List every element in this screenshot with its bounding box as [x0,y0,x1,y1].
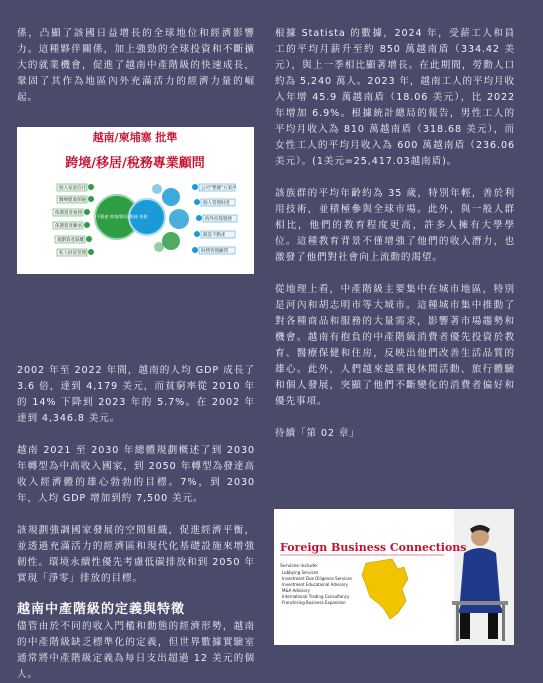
service-5: International Trading Consultancy [282,594,350,599]
left-paragraph-4: 該規劃強調國家發展的空間組織，促進經濟平衡，並透過充滿活力的經濟區和現代化基礎設施來增強韌性。環境永續性優先考慮低碳排放和到 2050 年實現「淨零」排放的目標。 [17,525,255,584]
center-label: 土地/不動產 跨境/移居/稅務 投資 [86,214,148,219]
business-poster-graphic [274,509,514,645]
consulting-poster-image [17,127,254,274]
right-item-5: 財務管理顧問 [201,249,228,254]
right-item-3: 海外投資服務 [205,217,232,222]
right-paragraph-3: 從地理上看，中產階級主要集中在城市地區，特別是河內和胡志明市等大城市。這種城市集中推動了對各種商品和服務的大量需求，影響著市場趨勢和機會。越南有抱負的中產階級消費者優先投資於教育、醫療保健和住房，反映出他們改善生活品質的雄心。此外，人們越來越重視休閒活動、旅行體驗和個人發展，突顯了他們不斷變化的消費者偏好和優先事項。 [275,284,515,407]
right-paragraph-1: 根據 Statista 的數據，2024 年，受薪工人和員工的平均月薪升至約 850 萬越南盾（334.42 美元），與上一季相比顯著增長。在此期間，勞動人口約為 5,240 萬人。2023 年，越南工人的平均月收入年增 45.9 萬越南盾（18.06 美元），比 2022 年增加 6.9%。根據統計總局的報告，男性工人的平均月收入為 810 萬越南盾（318.68 美元），而女性工人的平均月收入為 600 萬越南盾（236.06美元）。(1美元=25,417.03越南盾)。 [275,28,515,167]
to-be-continued: 待續「第 02 章」 [275,428,360,439]
left-paragraph-3: 越南 2021 至 2030 年總體規劃概述了到 2030 年轉型為中高收入國家，到 2050 年轉型為發達高收入經濟體的雄心勃勃的目標。7%，到 2030 年，人均 GDP 增加到約 7,500 美元。 [17,445,255,504]
right-item-4: 開設不動產 [203,233,226,238]
service-4: M&A Advisory [282,588,310,593]
consulting-poster-graphic [17,127,254,274]
service-2: Investment Due Diligence Services [282,576,353,581]
foreign-business-connections-image [274,509,514,645]
section-heading: 越南中產階級的定義與特徵 [17,602,186,617]
left-paragraph-2: 2002 年至 2022 年間，越南的人均 GDP 成長了 3.6 倍，達到 4,179 美元，而貧窮率從 2010 年的 14% 下降到 2023 年的 5.7%。在 2002 年達到 4,346.8 美元。 [17,365,255,424]
service-6: Franchising Business Expansion [282,600,346,605]
service-1: Lobbying Services [282,570,319,575]
services-label: Services include: [280,564,319,569]
service-3: Investment Educational Advisory [282,582,348,587]
left-item-3: 保護資產稅務 [55,211,82,216]
left-paragraph-5: 儘管由於不同的收入門檻和動態的經濟形勢，越南的中產階級缺乏標準化的定義，但世界數據實驗室通常將中產階級定義為每日支出超過 12 美元的個人。 [17,621,255,680]
left-item-6: 私人財富管理 [59,251,86,256]
right-paragraph-2: 該族群的平均年齡約為 35 歲，特別年輕，善於利用技術，並積極參與全球市場。此外，與一般人群相比，他們的教育程度更高，許多人擁有大學學位。這種教育背景不僅增強了他們的收入潛力，也激發了他們對社會向上流動的渴望。 [275,188,515,263]
left-column [17,0,255,683]
business-title: Foreign Business Connections [280,541,467,554]
right-column [275,0,515,442]
left-item-2: 醫療健康保險 [59,198,86,203]
left-item-4: 保護資產繼承 [55,224,82,229]
left-item-5: 規劃資產隔離 [57,238,84,243]
right-item-1: 公司"整圖"方案戶 [201,186,237,191]
poster-title: 越南/柬埔寨 批準 [92,131,178,144]
right-item-2: 個人管理財產 [203,201,230,206]
left-item-1: 個人家庭信托 [59,186,86,191]
left-paragraph-1: 係，凸顯了該國日益增長的全球地位和經濟影響力。這種夥伴關係，加上強勁的全球投資和不斷擴大的就業機會，促進了越南中產階級的快速成長，鞏固了其作為地區內外充滿活力的經濟力量的崛起。 [17,28,255,103]
poster-subtitle: 跨境/移居/稅務專業顧問 [65,156,205,171]
